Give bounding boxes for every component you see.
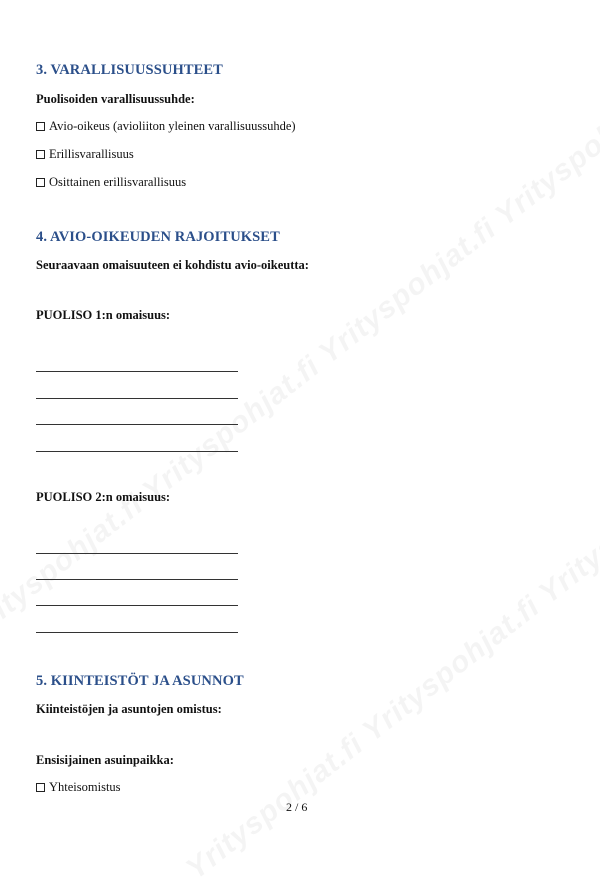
checkbox-option[interactable] bbox=[36, 780, 121, 795]
checkbox-option[interactable] bbox=[36, 147, 134, 162]
checkbox-icon[interactable] bbox=[36, 150, 45, 159]
field-label: Puolisoiden varallisuussuhde: bbox=[36, 92, 195, 106]
page-number: 2 / 6 bbox=[286, 800, 308, 814]
section-heading: 4. AVIO-OIKEUDEN RAJOITUKSET bbox=[36, 229, 280, 245]
checkbox-icon[interactable] bbox=[36, 783, 45, 792]
checkbox-icon[interactable] bbox=[36, 122, 45, 131]
fill-in-line[interactable] bbox=[36, 579, 238, 580]
field-label: Kiinteistöjen ja asuntojen omistus: bbox=[36, 702, 222, 716]
checkbox-label: Erillisvarallisuus bbox=[49, 147, 134, 161]
fill-in-line[interactable] bbox=[36, 605, 238, 606]
spouse1-label: PUOLISO 1:n omaisuus: bbox=[36, 308, 171, 322]
checkbox-label: Yhteisomistus bbox=[49, 780, 121, 794]
fill-in-line[interactable] bbox=[36, 553, 238, 554]
checkbox-option[interactable] bbox=[36, 175, 186, 190]
section-heading: 3. VARALLISUUSSUHTEET bbox=[36, 62, 223, 78]
checkbox-label: Osittainen erillisvarallisuus bbox=[49, 175, 187, 189]
fill-in-line[interactable] bbox=[36, 451, 238, 452]
fill-in-line[interactable] bbox=[36, 632, 238, 633]
section-heading: 5. KIINTEISTÖT JA ASUNNOT bbox=[36, 673, 244, 689]
watermark bbox=[180, 314, 600, 887]
checkbox-option[interactable] bbox=[36, 119, 296, 134]
field-label: Seuraavaan omaisuuteen ei kohdistu avio-oikeutta: bbox=[36, 258, 309, 272]
fill-in-line[interactable] bbox=[36, 398, 238, 399]
field-label: Ensisijainen asuinpaikka: bbox=[36, 753, 174, 767]
checkbox-label: Avio-oikeus (avioliiton yleinen varallisuussuhde) bbox=[49, 119, 296, 133]
checkbox-icon[interactable] bbox=[36, 178, 45, 187]
fill-in-line[interactable] bbox=[36, 371, 238, 372]
fill-in-line[interactable] bbox=[36, 424, 238, 425]
spouse2-label: PUOLISO 2:n omaisuus: bbox=[36, 490, 171, 504]
